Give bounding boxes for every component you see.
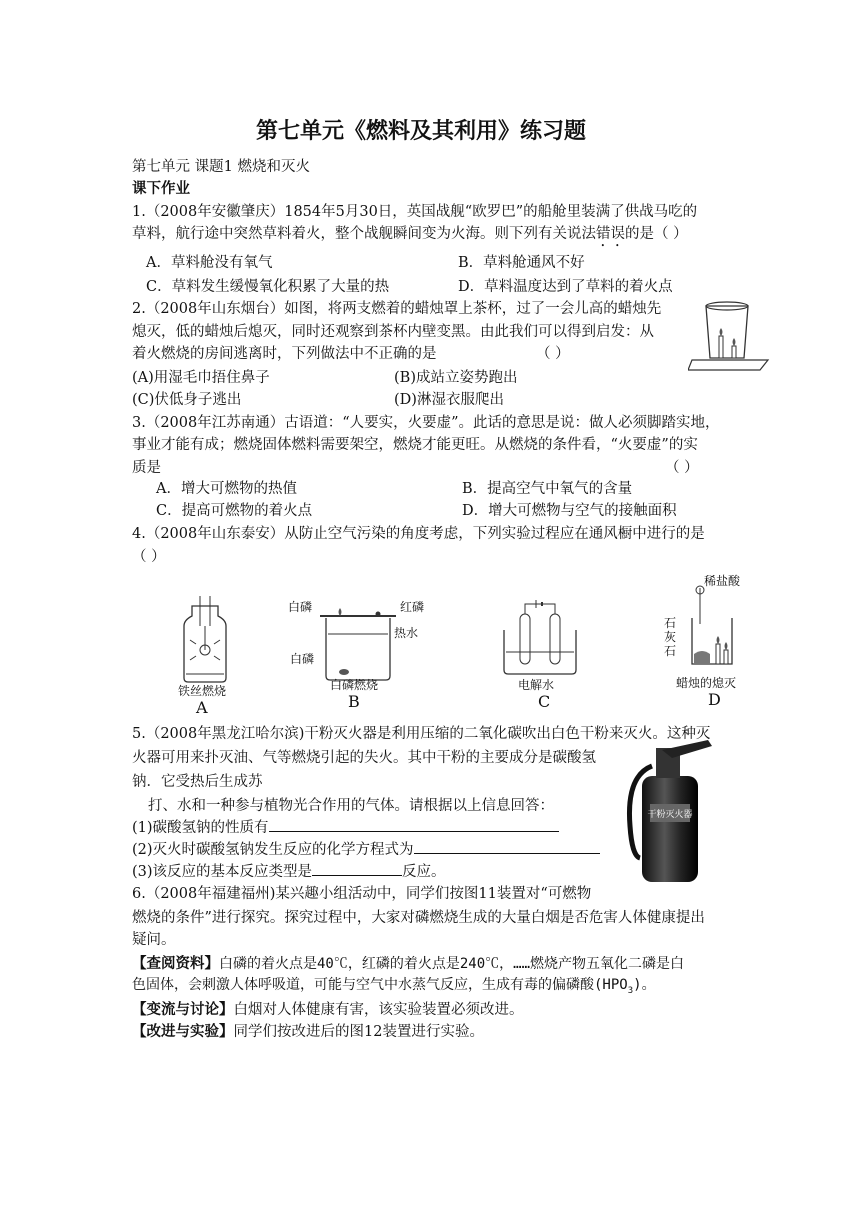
q1-line1: 1.（2008年安徽肇庆）1854年5月30日，英国战舰“欧罗巴”的船舱里装满了供战马吃的 [132,204,698,220]
q3-option-d: D．增大可燃物与空气的接触面积 [462,503,677,519]
q1-option-b: B．草料舱通风不好 [458,255,585,271]
q1-emphasis: 错误 [596,226,625,242]
figure-a-caption: 铁丝燃烧 [178,684,227,698]
q6-discussion-text: 白烟对人体健康有害，该实验装置必须改进。 [233,1002,524,1018]
q5-sub3 [132,860,446,881]
q1-option-d: D．草料温度达到了草料的着火点 [458,279,673,295]
figure-b-caption: 白磷燃烧 [330,678,379,692]
figure-d-label-acid: 稀盐酸 [704,574,741,588]
q4-line1: 4.（2008年山东泰安）从防止空气污染的角度考虑，下列实验过程应在通风橱中进行的是 [132,526,705,542]
q5-line3: 钠．它受热后生成苏 [132,774,263,790]
q2-option-b: (B)成站立姿势跑出 [394,370,518,386]
figure-b-label-hot-water: 热水 [394,626,419,640]
q5-sub1-blank[interactable] [269,817,559,832]
section-heading: 课下作业 [132,181,190,197]
q5-sub3-blank[interactable] [312,861,402,876]
q6-info2-text: 色固体，会刺激人体呼吸道，可能与空气中水蒸气反应，生成有毒的偏磷酸(HPO [132,977,628,993]
q3-option-a: A．增大可燃物的热值 [156,481,297,497]
q6-line2: 燃烧的条件”进行探究。探究过程中，大家对磷燃烧生成的大量白烟是否危害人体健康提出 [132,910,705,926]
q6-experiment [132,1020,484,1041]
q3-line1: 3.（2008年江苏南通）古语道：“人要实，火要虚”。此话的意思是说：做人必须脚踏实地， [132,415,720,431]
figure-d-label-limestone-3: 石 [664,644,677,658]
fire-extinguisher-image [622,736,726,886]
q6-line3: 疑问。 [132,932,176,948]
figure-d-label-limestone-1: 石 [664,616,677,630]
figure-d-label-limestone-2: 灰 [664,630,677,644]
candle-cup-figure [688,298,772,374]
q4-line2: （ ） [132,549,166,565]
figure-b-label-red-phosphorus: 红磷 [400,600,425,614]
q1-paren: 的是（ ） [625,226,688,242]
q6-info2 [132,974,656,996]
q6-line1: 6.（2008年福建福州)某兴趣小组活动中，同学们按图11装置对“可燃物 [132,886,592,902]
q6-info1-text: 白磷的着火点是40℃，红磷的着火点是240℃，……燃烧产物五氧化二磷是白 [219,956,684,972]
figure-c-letter: C [538,692,551,711]
figure-a-letter: A [196,698,208,717]
subtitle: 第七单元 课题1 燃烧和灭火 [132,159,310,175]
q2-option-a: (A)用湿毛巾捂住鼻子 [132,370,270,386]
q5-sub2-text: (2)灭火时碳酸氢钠发生反应的化学方程式为 [132,842,414,858]
figure-c-electrolysis [500,600,580,676]
q3-line2: 事业才能有成；燃烧固体燃料需要架空，燃烧才能更旺。从燃烧的条件看，“火要虚”的实 [132,437,698,453]
q3-option-c: C．提高可燃物的着火点 [156,503,313,519]
q6-experiment-text: 同学们按改进后的图12装置进行实验。 [233,1024,484,1040]
q1-option-a: A．草料舱没有氧气 [146,255,273,271]
q5-line4: 打、水和一种参与植物光合作用的气体。请根据以上信息回答： [148,798,554,814]
q6-info-tag: 【查阅资料】 [132,956,219,972]
q2-option-d: (D)淋湿衣服爬出 [394,392,504,408]
q2-paren: （ ） [536,346,570,362]
figure-c-caption: 电解水 [518,678,555,692]
q5-sub2 [132,838,600,859]
q6-info1 [132,952,684,973]
q1-line2 [132,222,688,250]
q6-info2-end: )。 [633,977,656,993]
q6-experiment-tag: 【改进与实验】 [132,1024,234,1040]
figure-b-letter: B [348,692,360,711]
figure-b-phosphorus [318,604,398,684]
q5-sub2-blank[interactable] [414,839,600,854]
q3-line3: 质是 [132,460,161,476]
figure-d-letter: D [708,690,721,709]
figure-d-caption: 蜡烛的熄灭 [676,676,737,690]
q5-sub3-text: (3)该反应的基本反应类型是 [132,864,313,880]
q3-paren: （ ） [665,460,699,476]
page-title: 第七单元《燃料及其利用》练习题 [256,119,587,144]
extinguisher-label: 干粉灭火器 [647,810,693,820]
q3-option-b: B．提高空气中氧气的含量 [462,481,633,497]
q5-sub3-end: 反应。 [402,864,446,880]
q1-option-c: C．草料发生缓慢氧化积累了大量的热 [146,279,390,295]
q5-line2: 火器可用来扑灭油、气等燃烧引起的失火。其中干粉的主要成分是碳酸氢 [132,750,596,766]
figure-d-candle [682,584,742,670]
q2-line3: 着火燃烧的房间逃离时，下列做法中不正确的是 [132,346,437,362]
figure-b-label-white-phosphorus-bottom: 白磷 [290,652,315,666]
q6-discussion [132,998,524,1019]
figure-b-label-white-phosphorus-top: 白磷 [288,600,313,614]
q5-sub1-text: (1)碳酸氢钠的性质有 [132,820,269,836]
q6-info2-sub: 3 [627,985,634,996]
q2-line1: 2.（2008年山东烟台）如图，将两支燃着的蜡烛罩上茶杯，过了一会儿高的蜡烛先 [132,301,662,317]
q5-sub1 [132,816,559,837]
figure-a-iron-wire [170,596,240,692]
q6-discussion-tag: 【变流与讨论】 [132,1002,234,1018]
q5-line1: 5.（2008年黑龙江哈尔滨)干粉灭火器是利用压缩的二氧化碳吹出白色干粉来灭火。这种灭 [132,726,711,742]
q2-line2: 熄灭，低的蜡烛后熄灭，同时还观察到茶杯内壁变黑。由此我们可以得到启发：从 [132,324,654,340]
q1-line2-text: 草料，航行途中突然草料着火，整个战舰瞬间变为火海。则下列有关说法 [132,226,596,242]
q2-option-c: (C)伏低身子逃出 [132,392,242,408]
